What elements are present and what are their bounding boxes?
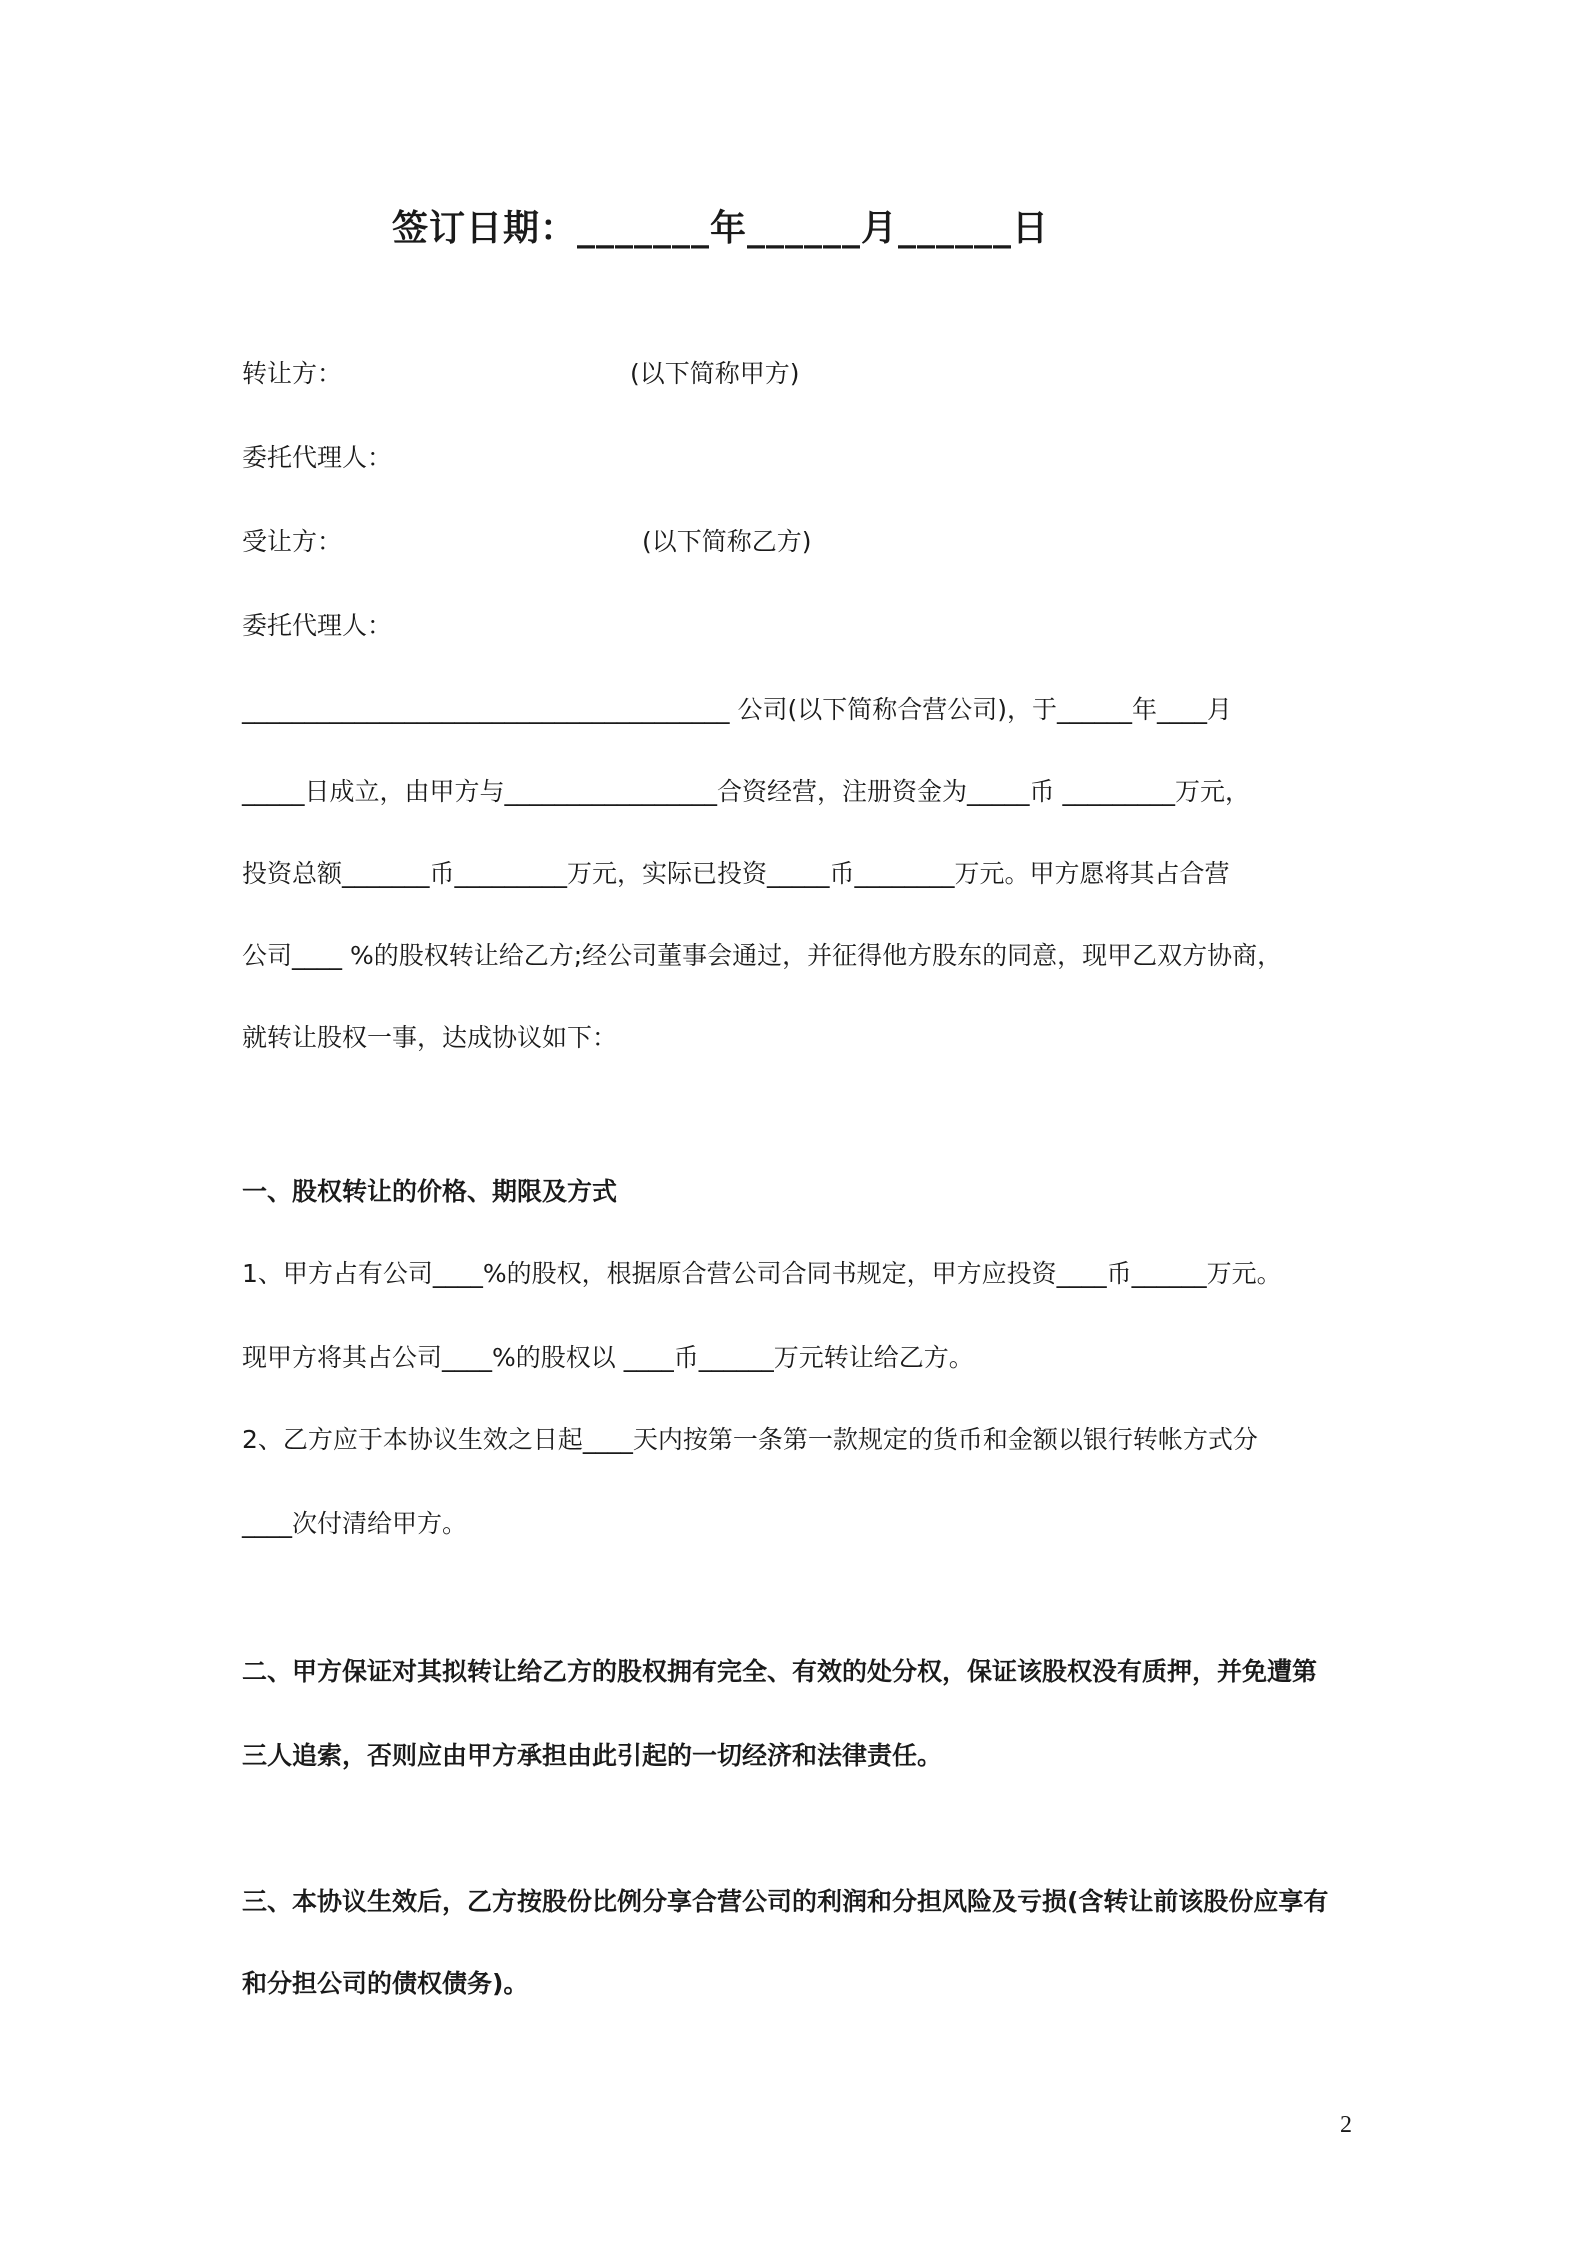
intro-line-4: 公司____ %的股权转让给乙方;经公司董事会通过，并征得他方股东的同意，现甲乙双方协商， (242, 941, 1283, 970)
intro-line-2: _____日成立，由甲方与_________________合资经营，注册资金为_____币 _________万元， (242, 777, 1250, 806)
signing-date-title: 签订日期：_______年______月______日 (392, 208, 1050, 249)
transferee-label: 受让方： (242, 527, 343, 556)
section-2-line-1: 二、甲方保证对其拟转让给乙方的股权拥有完全、有效的处分权，保证该股权没有质押，并免遭第 (242, 1657, 1318, 1686)
section-1-heading: 一、股权转让的价格、期限及方式 (242, 1177, 618, 1206)
page-number: 2 (1340, 2112, 1352, 2138)
transferee-agent-label: 委托代理人： (242, 611, 393, 640)
section-2-line-2: 三人追索，否则应由甲方承担由此引起的一切经济和法律责任。 (242, 1741, 943, 1770)
intro-line-1: _______________________________________ 公司(以下简称合营公司)，于______年____月 (242, 695, 1232, 724)
transferor-note: (以下简称甲方) (630, 359, 800, 388)
section-1-item-1-line-2: 现甲方将其占公司____%的股权以 ____币______万元转让给乙方。 (242, 1343, 974, 1372)
section-1-item-2-line-2: ____次付清给甲方。 (242, 1509, 468, 1538)
section-1-item-2-line-1: 2、乙方应于本协议生效之日起____天内按第一条第一款规定的货币和金额以银行转帐方式分 (242, 1425, 1258, 1454)
transferor-agent-label: 委托代理人： (242, 443, 393, 472)
section-3-line-1: 三、本协议生效后，乙方按股份比例分享合营公司的利润和分担风险及亏损(含转让前该股份应享有 (242, 1887, 1329, 1916)
section-1-item-1-line-1: 1、甲方占有公司____%的股权，根据原合营公司合同书规定，甲方应投资____币______万元。 (242, 1259, 1282, 1288)
section-3-line-2: 和分担公司的债权债务)。 (242, 1969, 529, 1998)
intro-line-3: 投资总额_______币_________万元，实际已投资_____币________万元。甲方愿将其占合营 (242, 859, 1230, 888)
transferor-label: 转让方： (242, 359, 343, 388)
transferee-note: (以下简称乙方) (642, 527, 812, 556)
intro-line-5: 就转让股权一事，达成协议如下： (242, 1023, 618, 1052)
